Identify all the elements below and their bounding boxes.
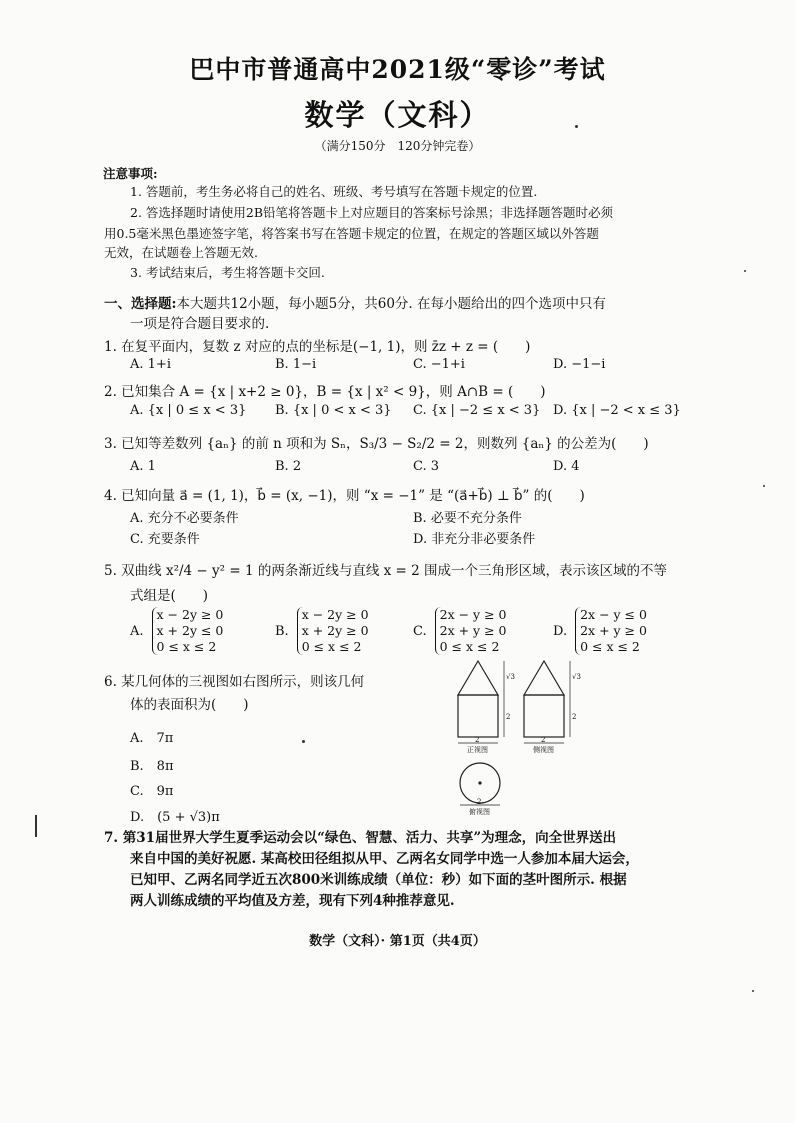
question-6-stem: 6. 某几何体的三视图如右图所示，则该几何 — [104, 674, 365, 690]
q5-b-line-1: x − 2y ≥ 0 — [301, 607, 369, 622]
question-7-line-3: 已知甲、乙两名同学近五次800米训练成绩（单位：秒）如下面的茎叶图所示. 根据 — [130, 872, 627, 888]
front-view-body — [458, 695, 498, 737]
q5-option-c-system — [435, 607, 507, 655]
question-7-line-4: 两人训练成绩的平均值及方差，现有下列4种推荐意见. — [130, 893, 455, 909]
q2-option-d: D. {x | −2 < x ≤ 3} — [553, 403, 681, 418]
q5-b-line-2: x + 2y ≥ 0 — [301, 623, 369, 638]
notes-item-2-cont: 用0.5毫米黑色墨迹签字笔，将答案书写在答题卡规定的位置，在规定的答题区域以外答题 — [104, 226, 599, 241]
q6-option-c: C. 9π — [130, 784, 174, 799]
side-view-body — [524, 695, 564, 737]
q5-option-a-label: A. — [130, 623, 144, 639]
q5-option-d-system — [575, 607, 647, 655]
q5-option-b — [275, 607, 369, 655]
q5-option-a — [130, 607, 223, 655]
exam-title: 巴中市普通高中2021级“零诊”考试 — [189, 55, 606, 84]
q4-option-a: A. 充分不必要条件 — [130, 511, 239, 526]
q5-d-line-1: 2x − y ≤ 0 — [580, 607, 647, 622]
section-description-cont: 一项是符合题目要求的. — [130, 316, 270, 332]
notes-item-2: 2. 答选择题时请使用2B铅笔将答题卡上对应题目的答案标号涂黑；非选择题答题时必须 — [130, 205, 614, 220]
side-dim-2: 2 — [572, 713, 577, 721]
side-view-roof — [524, 661, 564, 695]
question-7-line-1: 7. 第31届世界大学生夏季运动会以“绿色、智慧、活力、共享”为理念，向全世界送出 — [104, 830, 617, 846]
notes-heading: 注意事项: — [103, 166, 158, 181]
scan-speck — [302, 740, 305, 743]
q2-option-a: A. {x | 0 ≤ x < 3} — [130, 403, 247, 418]
question-4-stem: 4. 已知向量 a⃗ = (1, 1)，b⃗ = (x, −1)，则 “x = −1” 是 “(a⃗+b⃗) ⊥ b⃗” 的( ) — [104, 488, 585, 504]
q5-d-line-3: 0 ≤ x ≤ 2 — [580, 639, 640, 654]
top-view-label: 俯视图 — [469, 808, 490, 816]
question-5-stem-cont: 式组是( ) — [130, 588, 209, 604]
q5-b-line-3: 0 ≤ x ≤ 2 — [301, 639, 362, 654]
side-dim-sqrt3: √3 — [572, 673, 581, 681]
q5-a-line-2: x + 2y ≤ 0 — [156, 623, 224, 638]
q5-c-line-3: 0 ≤ x ≤ 2 — [439, 639, 500, 654]
q5-option-d-label: D. — [553, 623, 568, 639]
q2-option-b: B. {x | 0 < x < 3} — [275, 403, 392, 418]
top-width-2: 2 — [477, 798, 482, 806]
q1-option-d: D. −1−i — [553, 357, 606, 372]
q5-a-line-3: 0 ≤ x ≤ 2 — [156, 639, 217, 654]
section-heading: 一、选择题: — [104, 296, 177, 312]
side-view-label: 侧视图 — [533, 746, 554, 754]
section-heading-row — [104, 292, 606, 312]
notes-item-1: 1. 答题前，考生务必将自己的姓名、班级、考号填写在答题卡规定的位置. — [130, 184, 538, 199]
question-6-stem-cont: 体的表面积为( ) — [130, 697, 249, 713]
q5-d-line-2: 2x + y ≥ 0 — [580, 623, 647, 638]
exam-subtitle: 数学（文科） — [304, 98, 491, 132]
q5-c-line-1: 2x − y ≥ 0 — [439, 607, 507, 622]
q3-option-d: D. 4 — [553, 459, 580, 474]
q5-a-line-1: x − 2y ≥ 0 — [156, 607, 224, 622]
q5-option-b-system — [297, 607, 369, 655]
q6-option-a: A. 7π — [130, 731, 174, 746]
page-footer: 数学（文科）· 第1页（共4页） — [309, 934, 486, 949]
q5-option-c — [413, 607, 506, 655]
question-5-stem: 5. 双曲线 x²/4 − y² = 1 的两条渐近线与直线 x = 2 围成一个三角形区域，表示该区域的不等 — [104, 563, 668, 579]
q4-option-c: C. 充要条件 — [130, 532, 200, 547]
q5-option-d — [553, 607, 647, 655]
q4-option-b: B. 必要不充分条件 — [413, 511, 522, 526]
q1-option-b: B. 1−i — [275, 357, 317, 372]
score-time-line: （满分150分 120分钟完卷） — [314, 139, 481, 153]
question-3-stem: 3. 已知等差数列 {aₙ} 的前 n 项和为 Sₙ，S₃/3 − S₂/2 = 2，则数列 {aₙ} 的公差为( ) — [104, 436, 649, 452]
q5-option-c-label: C. — [413, 623, 427, 639]
scan-speck — [744, 270, 746, 272]
q3-option-c: C. 3 — [413, 459, 440, 474]
q5-option-a-system — [152, 607, 224, 655]
scan-mark — [35, 815, 37, 837]
q3-option-a: A. 1 — [130, 459, 156, 474]
scan-speck — [575, 125, 578, 128]
q1-option-a: A. 1+i — [130, 357, 171, 372]
scan-speck — [763, 485, 765, 487]
section-description: 本大题共12小题，每小题5分，共60分. 在每小题给出的四个选项中只有 — [176, 296, 607, 312]
notes-item-3: 3. 考试结束后，考生将答题卡交回. — [130, 265, 325, 280]
question-2-stem: 2. 已知集合 A = {x | x+2 ≥ 0}，B = {x | x² < 9}，则 A∩B = ( ) — [104, 384, 546, 400]
top-view-center — [478, 781, 481, 784]
front-dim-sqrt3: √3 — [506, 673, 515, 681]
front-dim-2: 2 — [506, 713, 511, 721]
q1-option-c: C. −1+i — [413, 357, 465, 372]
question-7-line-2: 来自中国的美好祝愿. 某高校田径组拟从甲、乙两名女同学中选一人参加本届大运会， — [130, 851, 639, 867]
q3-option-b: B. 2 — [275, 459, 302, 474]
three-view-diagram — [450, 655, 590, 817]
side-width-2: 2 — [541, 736, 546, 744]
q2-option-c: C. {x | −2 ≤ x < 3} — [413, 403, 541, 418]
front-width-2: 2 — [475, 736, 480, 744]
q5-c-line-2: 2x + y ≥ 0 — [439, 623, 507, 638]
q5-option-b-label: B. — [275, 623, 289, 639]
front-view-label: 正视图 — [467, 746, 488, 754]
q4-option-d: D. 非充分非必要条件 — [413, 532, 536, 547]
notes-item-2-cont2: 无效，在试题卷上答题无效. — [104, 245, 258, 260]
front-view-roof — [458, 661, 498, 695]
q6-option-b: B. 8π — [130, 759, 174, 774]
scan-speck — [752, 990, 754, 992]
question-1-stem: 1. 在复平面内，复数 z 对应的点的坐标是(−1, 1)，则 z̄z + z = ( ) — [104, 339, 531, 355]
q6-option-d: D. (5 + √3)π — [130, 810, 220, 825]
